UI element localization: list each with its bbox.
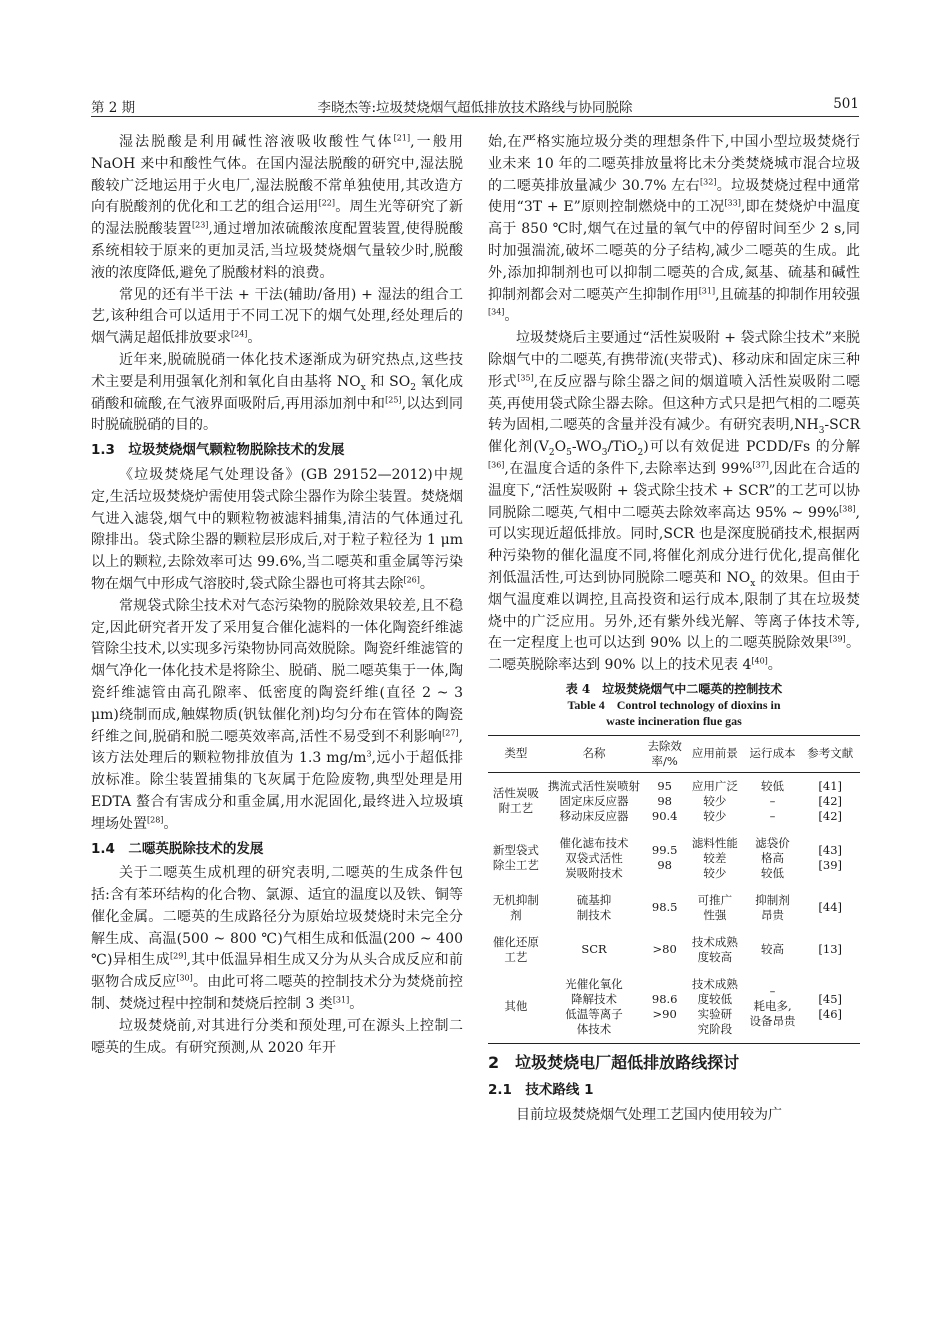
table-caption	[488, 681, 860, 729]
paragraph-incineration-process: 始,在严格实施垃圾分类的理想条件下,中国小型垃圾焚烧行业未来 10 年的二噁英排放量将比未分类焚烧城市混合垃圾的二噁英排放量减少 30.7% 左右[32]。垃圾焚烧过程中通常使用“3T + E”原则控制燃烧中的工况[33],即在焚烧炉中温度高于 850 ℃时,烟气在过量的氧气中的停留时间至少 2 s,同时加强湍流,破坏二噁英的分子结构,减少二噁英的生成。此外,添加抑制剂也可以抑制二噁英的合成,氮基、硫基和碱性抑制剂都会对二噁英产生抑制作用[31],且硫基的抑制作用较强[34]。	[488, 134, 861, 325]
paragraph-ceramic-filter: 常规袋式除尘技术对气态污染物的脱除效果较差,且不稳定,因此研究者开发了采用复合催化滤料的一体化陶瓷纤维滤管除尘技术,以实现多污染物协同高效脱除。陶瓷纤维滤管的烟气净化一体化技术是将除尘、脱硝、脱二噁英集于一体,陶瓷纤维滤管由高孔隙率、低密度的陶瓷纤维(直径 2 ~ 3 μm)绕制而成,触媒物质(钒钛催化剂)均匀分布在管体的陶瓷纤维之间,脱硝和脱二噁英效率高,活性不易受到不利影响[27],该方法处理后的颗粒物排放值为 1.3 $mg/m^3$,远小于超低排放标准。除尘装置捕集的飞灰属于危险废物,典型处理是用 EDTA 螯合有害成分和重金属,用水泥固化,最终进入垃圾填埋场处置[28]。	[91, 597, 463, 832]
table-header: 类型	[488, 735, 544, 772]
table-cell: 滤袋价 格高 较低	[755, 835, 790, 880]
table-row	[488, 971, 860, 1044]
table-header: 运行成本	[745, 735, 801, 772]
table-cell: [13]	[818, 942, 843, 957]
section-heading-2-1: 2.1 技术路线 1	[488, 1081, 594, 1098]
table-cell: [45] [46]	[800, 971, 860, 1044]
citation[interactable]: [22]	[318, 198, 335, 208]
citation[interactable]: [31]	[332, 995, 350, 1005]
paragraph-desulfurization-denitration: 近年来,脱硫脱硝一体化技术逐渐成为研究热点,这些技术主要是利用强氧化剂和氧化自由基将 $NO_x$ 和 $SO_2$ 氧化成硝酸和硫酸,在气液界面吸附后,再用添加剂中和[25],以达到同时脱硫脱硝的目的。	[91, 351, 464, 434]
table-header: 应用前景	[685, 735, 745, 772]
table-cell: 技术成熟 度较低 实验研 究阶段	[685, 971, 745, 1044]
citation[interactable]: [40]	[751, 656, 768, 666]
table-header-row	[488, 735, 860, 772]
citation[interactable]: [34]	[488, 307, 505, 317]
table-cell: 抑制剂 昂贵	[755, 892, 790, 922]
issue-number: 第 2 期	[91, 100, 136, 116]
table-cell: 光催化氧化 降解技术 低温等离子 体技术	[544, 971, 644, 1044]
table-header: 去除效率/%	[644, 735, 685, 772]
table-caption-cn: 表 4 垃圾焚烧烟气中二噁英的控制技术	[565, 681, 783, 696]
citation[interactable]: [26]	[403, 575, 420, 585]
citation[interactable]: [32]	[700, 176, 717, 186]
table-cell: SCR	[581, 942, 607, 957]
page-number: 501	[833, 96, 859, 112]
paragraph-pre-incineration: 垃圾焚烧前,对其进行分类和预处理,可在源头上控制二噁英的生成。有研究预测,从 2020 年开	[91, 1017, 463, 1056]
table-header: 名称	[544, 735, 644, 772]
section-heading-1-4: 1.4 二噁英脱除技术的发展	[91, 840, 264, 857]
table-cell: 99.5 98	[651, 843, 678, 873]
paragraph-route-1: 目前垃圾焚烧烟气处理工艺国内使用较为广	[516, 1106, 782, 1123]
citation[interactable]: [28]	[147, 815, 164, 825]
table-cell: 催化滤布技术 双袋式活性 炭吸附技术	[559, 835, 629, 880]
table-row	[488, 830, 860, 887]
table-cell: >80	[652, 942, 677, 957]
citation[interactable]: [27]	[442, 727, 459, 737]
paragraph-post-incineration: 垃圾焚烧后主要通过“活性炭吸附 + 袋式除尘技术”来脱除烟气中的二噁英,有携带流(夹带式)、移动床和固定床三种形式[35],在反应器与除尘器之间的烟道喷入活性炭吸附二噁英,再使用袋式除尘器去除。但这种方式只是把气相的二噁英转为固相,二噁英的含量并没有减少。有研究表明$,NH_3$-SCR 催化剂$(V_2O_5-WO_3/TiO_2)$可以有效促进 PCDD/Fs 的分解[36],在温度合适的条件下,去除率达到 99%[37],因此在合适的温度下,“活性炭吸附 + 袋式除尘技术 + SCR”的工艺可以协同脱除二噁英,气相中二噁英去除效率高达 95% ~ 99%[38],可以实现近超低排放。同时,SCR 也是深度脱硝技术,根据两种污染物的催化温度不同,将催化剂成分进行优化,提高催化剂低温活性,可达到协同脱除二噁英和 $NO_x$ 的效果。但由于烟气温度难以调控,且高投资和运行成本,限制了其在垃圾焚烧中的广泛应用。另外,还有紫外线光解、等离子体技术等,在一定程度上也可以达到 90% 以上的二噁英脱除效果[39]。二噁英脱除率达到 90% 以上的技术见表 4[40]。	[488, 330, 861, 674]
citation[interactable]: [29]	[170, 951, 187, 961]
paragraph-bag-filter: 《垃圾焚烧尾气处理设备》(GB 29152—2012)中规定,生活垃圾焚烧炉需使用袋式除尘器作为除尘装置。焚烧烟气进入滤袋,烟气中的颗粒物被滤料捕集,清洁的气体通过孔隙排出。袋式除尘器的颗粒层形成后,对于粒子粒径为 1 μm 以上的颗粒,去除效率可达 99.6%,当二噁英和重金属等污染物在烟气中形成气溶胶时,袋式除尘器也可将其去除[26]。	[91, 466, 463, 592]
citation[interactable]: [38]	[839, 503, 856, 513]
table-cell: [44]	[818, 900, 843, 915]
paragraph-dioxin-mechanism: 关于二噁英生成机理的研究表明,二噁英的生成条件包括:含有苯环结构的化合物、氯源、适宜的温度以及铁、铜等催化金属。二噁英的生成路径分为原始垃圾焚烧时未完全分解生成、高温(500 ~ 800 ℃)气相生成和低温(200 ~ 400 ℃)异相生成[29],其中低温异相生成又分为从头合成反应和前驱物合成反应[30]。由此可将二噁英的控制技术分为焚烧前控制、焚烧过程中控制和焚烧后控制 3 类[31]。	[91, 865, 464, 1013]
table-cell: [41] [42] [42]	[818, 778, 843, 823]
right-column	[488, 132, 860, 1126]
citation[interactable]: [33]	[724, 198, 741, 208]
table-cell: 硫基抑 制技术	[576, 892, 612, 922]
citation[interactable]: [37]	[752, 460, 769, 470]
citation[interactable]: [25]	[385, 394, 402, 404]
table-row	[488, 887, 860, 929]
citation[interactable]: [35]	[517, 373, 534, 383]
table-cell: 携流式活性炭喷射 固定床反应器 移动床反应器	[548, 778, 641, 823]
citation[interactable]: [23]	[192, 220, 209, 230]
table-caption-en-1: Table 4 Control technology of dioxins in	[567, 697, 781, 712]
table-cell: 98.5	[651, 900, 678, 915]
table-cell: 98.6 >90	[644, 971, 685, 1044]
table-cell: 滤料性能 较差 较少	[691, 835, 738, 880]
table-cell: 催化还原工艺	[492, 934, 539, 964]
table-row	[488, 929, 860, 971]
citation[interactable]: [24]	[231, 329, 248, 339]
citation[interactable]: [30]	[176, 973, 193, 983]
citation[interactable]: [21]	[393, 133, 411, 143]
dioxin-control-table	[488, 735, 860, 1044]
running-title: 李晓杰等:垃圾焚烧烟气超低排放技术路线与协同脱除	[317, 100, 633, 116]
table-cell: 可推广 性强	[697, 892, 733, 922]
table-cell: 95 98 90.4	[651, 778, 678, 823]
table-cell: 技术成熟 度较高	[691, 934, 738, 964]
section-heading-2: 2 垃圾焚烧电厂超低排放路线探讨	[488, 1052, 740, 1072]
table-cell: [43] [39]	[818, 843, 843, 873]
table-cell: 其他	[488, 971, 544, 1044]
table-cell: 应用广泛 较少 较少	[691, 778, 738, 823]
table-caption-en-2: waste incineration flue gas	[606, 713, 742, 728]
section-heading-1-3: 1.3 垃圾焚烧烟气颗粒物脱除技术的发展	[91, 442, 345, 459]
table-cell: 活性炭吸附工艺	[492, 786, 539, 816]
left-column	[91, 132, 463, 1059]
paragraph-wet-deacidification: 湿法脱酸是利用碱性溶液吸收酸性气体[21],一般用 NaOH 来中和酸性气体。在国内湿法脱酸的研究中,湿法脱酸较广泛地运用于火电厂,湿法脱酸不常单独使用,其改造方向有脱酸剂的优化和工艺的组合运用[22]。周生光等研究了新的湿法脱酸装置[23],通过增加浓硫酸浓度配置装置,使得脱酸系统相较于原来的更加灵活,当垃圾焚烧烟气量较少时,脱酸液的浓度降低,避免了脱酸材料的浪费。	[91, 133, 464, 281]
table-cell: 新型袋式除尘工艺	[492, 843, 539, 873]
citation[interactable]: [39]	[829, 634, 846, 644]
table-cell: 无机抑制剂	[492, 892, 539, 922]
table-cell: 较低 – –	[761, 778, 785, 823]
running-header	[91, 94, 859, 117]
table-cell: – 耗电多, 设备昂贵	[745, 971, 801, 1044]
citation[interactable]: [31]	[698, 285, 716, 295]
table-header: 参考文献	[800, 735, 860, 772]
table-body	[488, 772, 860, 1043]
paragraph-combined-process: 常见的还有半干法 + 干法(辅助/备用) + 湿法的组合工艺,该种组合可以适用于不同工况下的烟气处理,经处理后的烟气满足超低排放要求[24]。	[91, 286, 463, 347]
table-row	[488, 772, 860, 830]
table-cell: 较高	[761, 942, 785, 957]
citation[interactable]: [36]	[488, 460, 505, 470]
